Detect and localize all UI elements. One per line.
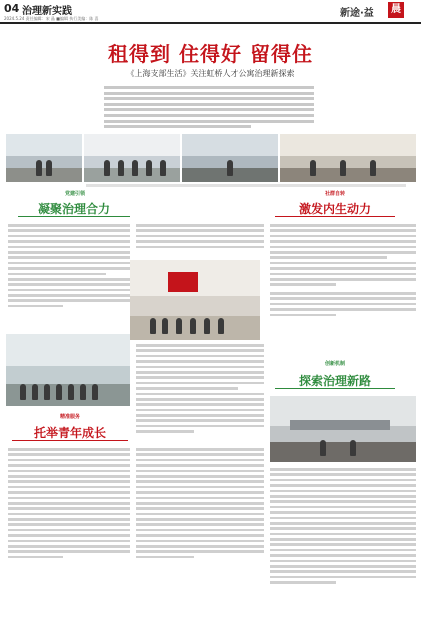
column-text-middle — [136, 224, 264, 251]
section-tag-party: 党建引领 — [64, 191, 85, 197]
article-title: 租得到 住得好 留得住 — [108, 42, 313, 66]
photo-party-flag — [130, 260, 260, 340]
section-tag-innovation: 创新机制 — [324, 361, 345, 367]
photo-gym — [270, 396, 416, 462]
brand-logo: 晨 — [388, 2, 404, 18]
section-text-community — [270, 224, 416, 289]
section-text-service — [8, 448, 130, 561]
photo-youth-group — [6, 334, 130, 406]
section-tag-community: 社群自转 — [324, 191, 345, 197]
page-header — [0, 0, 421, 22]
section-heading-party: 凝聚治理合力 — [37, 202, 110, 216]
section-heading-community: 激发内生动力 — [298, 202, 371, 216]
column-text-right-middle — [270, 292, 416, 319]
photo-exhibition — [84, 134, 180, 182]
photo-apartment-building — [182, 134, 278, 182]
article-subtitle: 《上海支部生活》关注虹桥人才公寓治理新探索 — [126, 69, 295, 78]
page-number: 04 — [4, 2, 20, 15]
section-tag-service: 精准服务 — [59, 414, 80, 420]
section-underline — [12, 440, 128, 441]
column-text-middle-bottom — [136, 448, 264, 561]
brand-name: 新途·益 — [340, 8, 374, 19]
page-section: 治理新实践 — [22, 6, 72, 17]
section-heading-innovation: 探索治理新路 — [298, 374, 371, 388]
header-divider — [0, 22, 421, 24]
section-underline — [275, 216, 395, 217]
column-text-middle-lower — [136, 344, 264, 436]
section-heading-service: 托举青年成长 — [33, 426, 106, 440]
photo-courtyard — [6, 134, 82, 182]
section-underline — [275, 388, 395, 389]
page-meta: 2024.5.24 责任编辑：宋 晶 ■编辑 执行美编：陈 喜 — [4, 16, 99, 21]
photo-caption — [86, 184, 406, 187]
section-text-innovation — [270, 468, 416, 587]
section-underline — [18, 216, 130, 217]
section-text-party — [8, 224, 130, 310]
article-intro — [104, 86, 314, 131]
photo-lobby — [280, 134, 416, 182]
